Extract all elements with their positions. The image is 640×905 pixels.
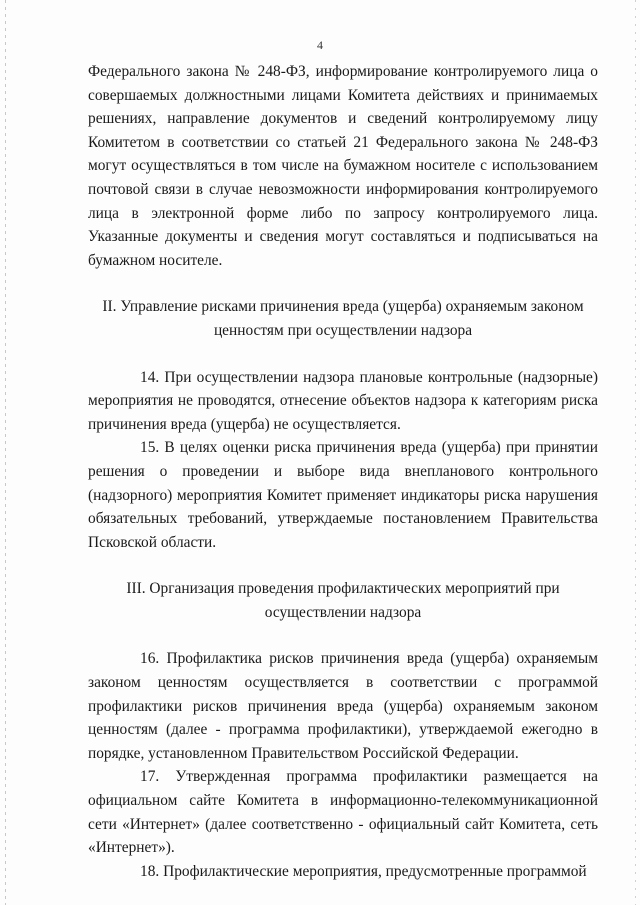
paragraph-16: 16. Профилактика рисков причинения вреда (ущерба) охраняемым законом ценностям осуществляется в соответствии с программой профилактики рисков причинения вреда (ущерба) охраняемым законом ценностям (далее - программа профилактики), утверждаемой ежегодно в порядке, установленном Правительством Российской Федерации. xyxy=(88,650,598,762)
paragraph-14: 14. При осуществлении надзора плановые контрольные (надзорные) мероприятия не проводятся, отнесение объектов надзора к категориям риска причинения вреда (ущерба) не осуществляется. xyxy=(88,368,598,433)
section-3-heading: III. Организация проведения профилактических мероприятий при осуществлении надзора xyxy=(126,580,560,621)
paragraph-15: 15. В целях оценки риска причинения вреда (ущерба) при принятии решения о проведении и выборе вида внепланового контрольного (надзорного) мероприятия Комитет применяет индикаторы риска нарушения обязательных требований, утверждаемые постановлением Правительства Псковской области. xyxy=(88,439,598,551)
scan-edge-left xyxy=(5,0,6,905)
paragraph-17: 17. Утвержденная программа профилактики размещается на официальном сайте Комитета в информационно-телекоммуникационной сети «Интернет» (далее соответственно - официальный сайт Комитета, сеть «Интернет»). xyxy=(88,768,598,857)
section-2-heading: II. Управление рисками причинения вреда (ущерба) охраняемым законом ценностям при осуществлении надзора xyxy=(102,298,584,339)
paragraph-18: 18. Профилактические мероприятия, предусмотренные программой xyxy=(140,862,587,880)
paragraph-continuation: Федерального закона № 248-ФЗ, информирование контролируемого лица о совершаемых должностными лицами Комитета действиях и принимаемых решениях, направление документов и сведений контролируемому лицу Комитетом в соответствии со статьей 21 Федерального закона № 248-ФЗ могут осуществляться в том числе на бумажном носителе с использованием почтовой связи в случае невозможности информирования контролируемого лица в электронной форме либо по запросу контролируемого лица. Указанные документы и сведения могут составляться и подписываться на бумажном носителе. xyxy=(88,63,598,269)
document-body xyxy=(88,60,598,883)
scan-edge-right xyxy=(635,0,636,905)
page-number: 4 xyxy=(317,38,323,52)
